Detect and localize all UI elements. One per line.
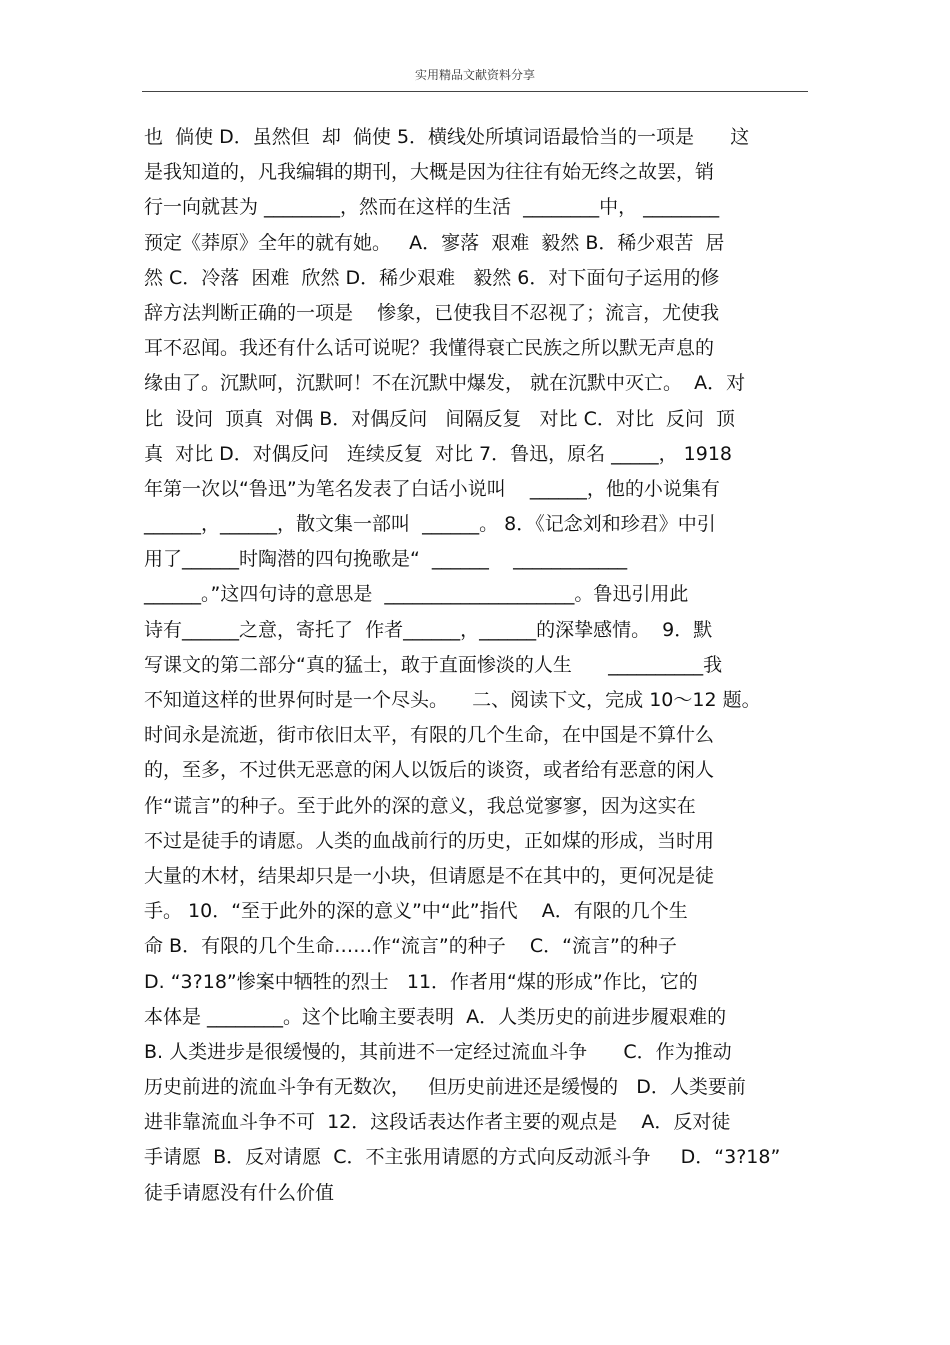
text-line: D. “3?18”惨案中牺牲的烈士 11．作者用“煤的形成”作比，它的 (144, 970, 698, 993)
text-line: 手请愿 B．反对请愿 C．不主张用请愿的方式向反动派斗争 D．“3?18” (144, 1146, 781, 1169)
text-line: 作“谎言”的种子。至于此外的深的意义，我总觉寥寥，因为这实在 (144, 794, 696, 817)
text-line: 诗有______之意，寄托了 作者______，______的深挚感情。 9．默 (144, 618, 713, 641)
text-line: 不过是徒手的请愿。人类的血战前行的历史，正如煤的形成，当时用 (144, 829, 715, 852)
text-line: ______。”这四句诗的意思是 ____________________。鲁迅引用此 (144, 583, 689, 606)
text-line: 是我知道的，凡我编辑的期刊，大概是因为往往有始无终之故罢，销 (144, 161, 715, 184)
text-line: 写课文的第二部分“真的猛士，敢于直面惨淡的人生 __________我 (144, 653, 723, 676)
text-line: 缘由了。沉默呵，沉默呵！不在沉默中爆发， 就在沉默中灭亡。 A．对 (144, 372, 746, 395)
text-line: 的，至多，不过供无恶意的闲人以饭后的谈资，或者给有恶意的闲人 (144, 759, 715, 782)
text-line: 本体是 ________。这个比喻主要表明 A．人类历史的前进步履艰难的 (144, 1005, 727, 1028)
text-line: 比 设问 顶真 对偶 B．对偶反问 间隔反复 对比 C．对比 反问 顶 (144, 407, 736, 430)
text-line: 预定《莽原》全年的就有她。 A．寥落 艰难 毅然 B．稀少艰苦 居 (144, 231, 725, 254)
text-line: 辞方法判断正确的一项是 惨象，已使我目不忍视了；流言，尤使我 (144, 301, 720, 324)
text-line: 行一向就甚为 ________，然而在这样的生活 ________中， ________ (144, 196, 720, 219)
text-line: 年第一次以“鲁迅”为笔名发表了白话小说叫 ______，他的小说集有 (144, 477, 720, 500)
text-line: 大量的木材，结果却只是一小块，但请愿是不在其中的，更何况是徒 (144, 864, 715, 887)
text-line: 历史前进的流血斗争有无数次， 但历史前进还是缓慢的 D．人类要前 (144, 1076, 746, 1099)
header-rule (142, 91, 808, 92)
text-line: 进非靠流血斗争不可 12．这段话表达作者主要的观点是 A．反对徒 (144, 1111, 731, 1134)
text-line: 也 倘使 D．虽然但 却 倘使 5．横线处所填词语最恰当的一项是 这 (144, 126, 750, 148)
text-line: 然 C．冷落 困难 欣然 D．稀少艰难 毅然 6．对下面句子运用的修 (144, 266, 720, 289)
text-line: 用了______时陶潜的四句挽歌是“ ______ ____________ (144, 548, 628, 571)
text-line: 手。 10．“至于此外的深的意义”中“此”指代 A．有限的几个生 (144, 900, 688, 923)
text-line: 真 对比 D．对偶反问 连续反复 对比 7．鲁迅，原名 _____， 1918 (144, 442, 733, 465)
text-line: 耳不忍闻。我还有什么话可说呢？我懂得衰亡民族之所以默无声息的 (144, 337, 715, 360)
text-line: 不知道这样的世界何时是一个尽头。 二、阅读下文，完成 10～12 题。 (144, 689, 761, 711)
document-body (144, 120, 824, 1211)
text-line: 命 B．有限的几个生命……作“流言”的种子 C．“流言”的种子 (144, 935, 677, 958)
text-line: 时间永是流逝，街市依旧太平，有限的几个生命，在中国是不算什么 (144, 724, 715, 747)
page-header: 实用精品文献资料分享 (414, 68, 535, 82)
text-line: ______，______，散文集一部叫 ______。 8．《记念刘和珍君》中引 (144, 513, 716, 536)
text-line: B. 人类进步是很缓慢的，其前进不一定经过流血斗争 C．作为推动 (144, 1040, 732, 1063)
text-line: 徒手请愿没有什么价值 (144, 1181, 335, 1204)
